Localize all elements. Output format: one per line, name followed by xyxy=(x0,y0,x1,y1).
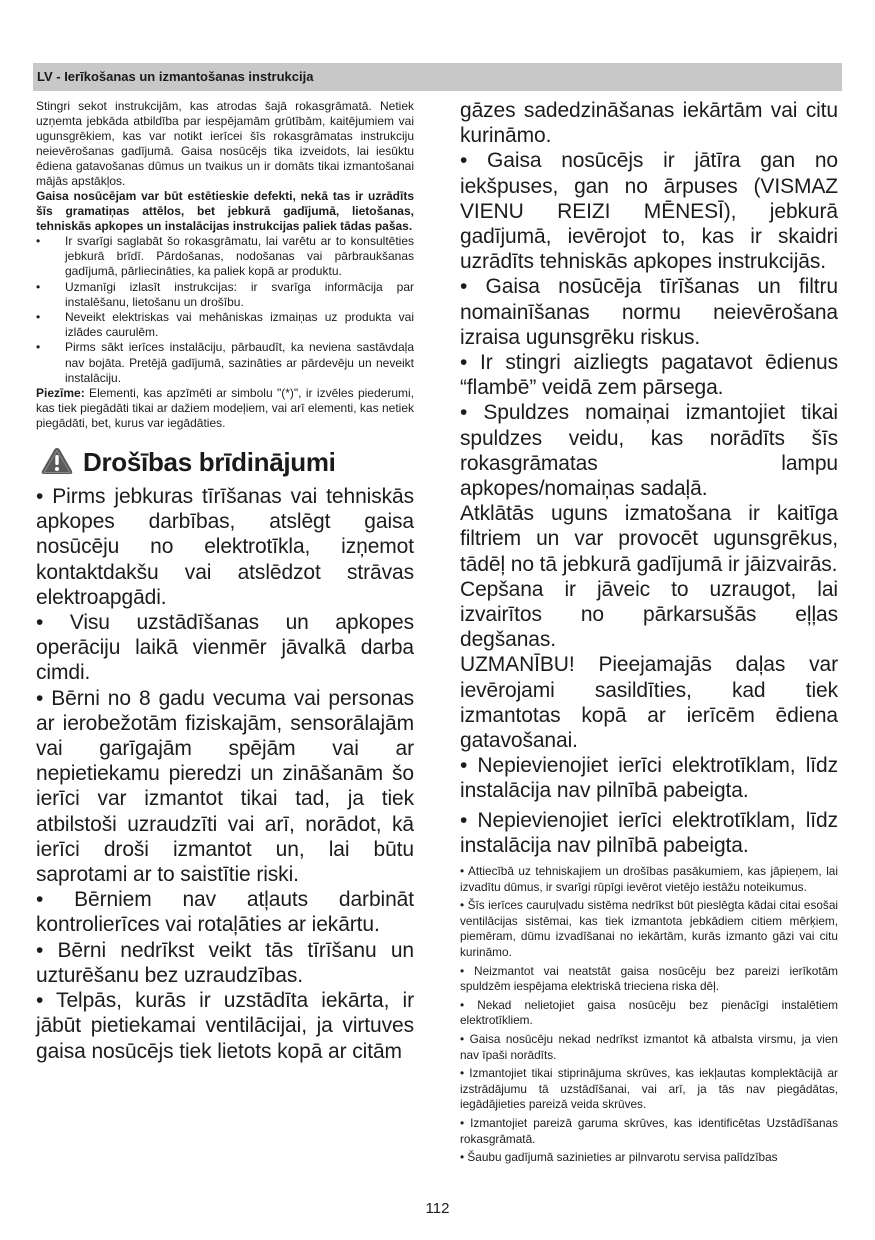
warning-paragraph: • Bērniem nav atļauts darbināt kontrolierīces vai rotaļāties ar iekārtu. xyxy=(36,888,414,937)
note-label: Piezīme: xyxy=(36,386,85,401)
list-item: • Ir svarīgi saglabāt šo rokasgrāmatu, lai varētu ar to konsultēties jebkurā brīdī. Pārdošanas, nodošanas vai pārbraukšanas gadījumā, pārliecināties, ka paliek kopā ar produktu. xyxy=(36,234,414,279)
page-number: 112 xyxy=(425,1200,450,1217)
bullet-icon: • xyxy=(36,279,41,294)
safety-paragraph: • Izmantojiet tikai stiprinājuma skrūves, kas iekļautas komplektācijā ar izstrādājumu tā uzstādīšanai, vai arī, ja tās nav piegādātas, iegādājieties pareizā veida skrūves. xyxy=(460,1066,838,1112)
warning-triangle-icon xyxy=(40,446,74,476)
note-paragraph xyxy=(36,386,414,431)
bullet-icon: • xyxy=(36,234,41,248)
warning-heading xyxy=(36,444,414,484)
warning-paragraph: • Ir stingri aizliegts pagatavot ēdienus “flambē” veidā zem pārsega. xyxy=(460,351,838,400)
intro-bullet-list xyxy=(36,234,414,386)
list-item: • Uzmanīgi izlasīt instrukcijas: ir svarīga informācija par instalēšanu, lietošanu un drošību. xyxy=(36,279,414,309)
safety-paragraph: • Nekad nelietojiet gaisa nosūcēju bez pienācīgi instalētiem elektrotīkliem. xyxy=(460,997,838,1028)
section-header-bar xyxy=(33,63,842,91)
safety-paragraph: • Neizmantot vai neatstāt gaisa nosūcēju bez pareizi ierīkotām spuldzēm iespējama elektriskā trieciena riska dēļ. xyxy=(460,963,838,994)
warning-paragraph: • Gaisa nosūcēja tīrīšanas un filtru nomainīšanas normu neievērošana izraisa ugunsgrēku riskus. xyxy=(460,275,838,349)
bullet-icon: • xyxy=(36,340,41,355)
safety-paragraph: • Attiecībā uz tehniskajiem un drošības pasākumiem, kas jāpieņem, lai izvadītu dūmus, ir svarīgi rūpīgi ievērot vietējo iestāžu noteikumus. xyxy=(460,864,838,894)
section-header-title: LV - Ierīkošanas un izmantošanas instrukcija xyxy=(37,69,314,84)
warning-paragraph: • Bērni nedrīkst veikt tās tīrīšanu un uzturēšanu bez uzraudzības. xyxy=(36,938,414,987)
warning-paragraph: • Spuldzes nomaiņai izmantojiet tikai spuldzes veidu, kas norādīts šīs rokasgrāmatas lampu apkopes/nomaiņas sadaļā. xyxy=(460,401,838,501)
warning-paragraph: • Bērni no 8 gadu vecuma vai personas ar ierobežotām fiziskajām, sensorālajām vai garīgajām spējām vai ar nepietiekamu pieredzi un zināšanām šo ierīci var izmantot tikai tad, ja tiek atbilstoši uzraudzīti vai arī, norādot, kā ierīci droši izmantot un, lai būtu saprotami ar to saistītie riski. xyxy=(36,686,414,887)
warning-paragraph: Atklātās uguns izmatošana ir kaitīga filtriem un var provocēt ugunsgrēkus, tādēļ no tā jebkurā gadījumā ir jāizvairās. xyxy=(460,502,838,576)
right-column xyxy=(460,98,838,1169)
bold-notice: Gaisa nosūcējam var būt estētieskie defekti, nekā tas ir uzrādīts šīs gramatiņas attēlos, bet jebkurā gadījumā, lietošanas, tehniskās apkopes un instalācijas instrukcijas paliek tādas pašas. xyxy=(36,189,414,233)
warning-paragraph: UZMANĪBU! Pieejamajās daļas var ievērojami sasildīties, kad tiek izmantotas kopā ar ierīcēm ēdiena gatavošanai. xyxy=(460,653,838,753)
warning-paragraph: • Gaisa nosūcējs ir jātīra gan no iekšpuses, gan no ārpuses (VISMAZ VIENU REIZI MĒNESĪ), jebkurā gadījumā, ievērojot to, kas ir skaidri uzrādīts tehniskās apkopes instrukcijās. xyxy=(460,149,838,274)
warning-paragraph: • Nepievienojiet ierīci elektrotīklam, līdz instalācija nav pilnībā pabeigta. xyxy=(460,808,838,857)
list-item: • Neveikt elektriskas vai mehāniskas izmaiņas uz produkta vai izlādes caurulēm. xyxy=(36,310,414,340)
warning-title: Drošības brīdinājumi xyxy=(83,447,336,478)
warning-paragraph: Cepšana ir jāveic to uzraugot, lai izvairītos no pārkarsušās eļļas degšanas. xyxy=(460,577,838,652)
safety-paragraph: • Šaubu gadījumā sazinieties ar pilnvarotu servisa palīdzības xyxy=(460,1150,778,1165)
list-item: • Pirms sākt ierīces instalāciju, pārbaudīt, ka neviena sastāvdaļa nav bojāta. Pretējā gadījumā, sazināties ar pārdevēju un neveikt instalāciju. xyxy=(36,340,414,385)
warning-paragraph: • Telpās, kurās ir uzstādīta iekārta, ir jābūt pietiekamai ventilācijai, ja virtuves gaisa nosūcējs tiek lietots kopā ar citām xyxy=(36,989,414,1063)
intro-paragraph: Stingri sekot instrukcijām, kas atrodas šajā rokasgrāmatā. Netiek uzņemta jebkāda atbildība par iespējamām grūtībām, kaitējumiem vai ugunsgrēkiem, kas var notikt ierīcei šīs rokasgrāmatas instrukciju neievērošanas gadījumā. Gaisa nosūcējs tika izveidots, lai iesūktu ēdiena gatavošanas dūmus un tvaikus un ir domāts tikai izmantošanai mājās apstākļos. xyxy=(36,99,414,188)
note-text: Elementi, kas apzīmēti ar simbolu "(*)", ir izvēles piederumi, kas tiek piegādāti tikai ar dažiem modeļiem, vai arī elementi, kas netiek piegādāti, bet, kurus var iegādāties. xyxy=(36,386,414,431)
safety-paragraph: • Šīs ierīces cauruļvadu sistēma nedrīkst būt pieslēgta kādai citai esošai ventilācijas sistēmai, kas tiek izmantota jebkādiem citiem mērķiem, piemēram, dūmu izvadīšanai no iekārtām, kurās izmanto gāzi vai citu kurināmo. xyxy=(460,898,838,960)
warning-paragraph: • Visu uzstādīšanas un apkopes operāciju laikā vienmēr jāvalkā darba cimdi. xyxy=(36,611,414,685)
safety-paragraph: • Gaisa nosūcēju nekad nedrīkst izmantot kā atbalsta virsmu, ja vien nav īpaši norādīts. xyxy=(460,1032,838,1062)
bullet-icon: • xyxy=(36,310,41,325)
safety-paragraph: • Izmantojiet pareizā garuma skrūves, kas identificētas Uzstādīšanas rokasgrāmatā. xyxy=(460,1116,838,1146)
warning-paragraph: • Nepievienojiet ierīci elektrotīklam, līdz instalācija nav pilnībā pabeigta. xyxy=(460,754,838,803)
warning-paragraph: • Pirms jebkuras tīrīšanas vai tehniskās apkopes darbības, atslēgt gaisa nosūcēju no elektrotīkla, izņemot kontaktdakšu vai atslēdzot strāvas elektroapgādi. xyxy=(36,485,414,609)
left-column xyxy=(36,99,414,1064)
warning-paragraph: gāzes sadedzināšanas iekārtām vai citu kurināmo. xyxy=(460,99,838,148)
